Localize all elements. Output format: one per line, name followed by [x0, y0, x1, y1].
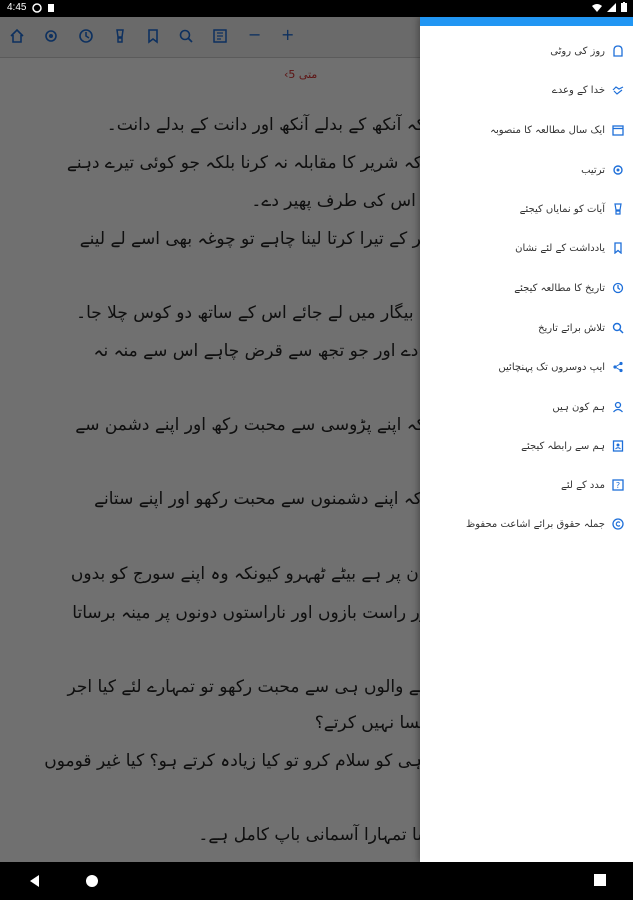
help-icon [612, 479, 624, 491]
history-icon [612, 282, 624, 294]
drawer-item-bookmarks[interactable] [420, 233, 633, 263]
wifi-icon [592, 3, 602, 12]
drawer-item-help[interactable] [420, 470, 633, 500]
system-navigation-bar [0, 862, 633, 900]
search-icon [612, 322, 624, 334]
signal-icon [607, 3, 616, 12]
status-time: 4:45 [7, 2, 27, 13]
drawer-item-label: خدا کے وعدے [551, 84, 605, 96]
drawer-item-share-app[interactable] [420, 352, 633, 382]
drawer-item-search-history[interactable] [420, 313, 633, 343]
drawer-item-label: ترتیب [581, 164, 605, 176]
back-icon[interactable] [28, 874, 40, 888]
settings-notification-icon [32, 3, 42, 13]
drawer-item-label: ہم کون ہیں [552, 401, 605, 413]
drawer-item-contact-us[interactable] [420, 431, 633, 461]
sd-card-icon [46, 3, 56, 13]
drawer-item-label: روز کی روٹی [550, 45, 605, 57]
drawer-item-label: ایپ دوسروں تک پہنچائیں [498, 361, 605, 373]
calendar-icon [612, 124, 624, 136]
handshake-icon [612, 84, 624, 96]
share-icon [612, 361, 624, 373]
drawer-item-about-us[interactable] [420, 392, 633, 422]
drawer-item-label: تلاش برائے تاریخ [538, 322, 605, 334]
drawer-item-label: ایک سال مطالعہ کا منصوبہ [490, 124, 605, 136]
recents-icon[interactable] [594, 874, 606, 886]
drawer-item-promises[interactable] [420, 75, 633, 105]
drawer-item-daily-bread[interactable] [420, 36, 633, 66]
drawer-item-label: تاریخ کا مطالعہ کیجئے [514, 282, 605, 294]
svg-text:?: ? [615, 481, 621, 490]
drawer-item-label: مدد کے لئے [561, 479, 605, 491]
person-icon [612, 401, 624, 413]
drawer-item-label: ہم سے رابطہ کیجئے [521, 440, 605, 452]
navigation-drawer [420, 17, 633, 862]
battery-icon [621, 2, 627, 12]
drawer-item-reading-history[interactable] [420, 273, 633, 303]
drawer-item-label: جملہ حقوق برائے اشاعت محفوظ [465, 518, 605, 530]
drawer-item-highlight-verses[interactable] [420, 194, 633, 224]
highlight-icon [612, 203, 624, 215]
settings-icon [612, 164, 624, 176]
copyright-icon [612, 518, 624, 530]
contact-icon [612, 440, 624, 452]
drawer-item-settings[interactable] [420, 155, 633, 185]
drawer-item-yearly-plan[interactable] [420, 115, 633, 145]
drawer-item-label: آیات کو نمایاں کیجئے [519, 203, 605, 215]
drawer-header [420, 17, 633, 26]
drawer-item-label: یادداشت کے لئے نشان [515, 242, 605, 254]
bread-icon [612, 45, 624, 57]
home-button-icon[interactable] [85, 874, 99, 888]
bookmark-icon [612, 242, 624, 254]
drawer-item-copyright[interactable] [420, 509, 633, 539]
status-bar [0, 0, 633, 17]
